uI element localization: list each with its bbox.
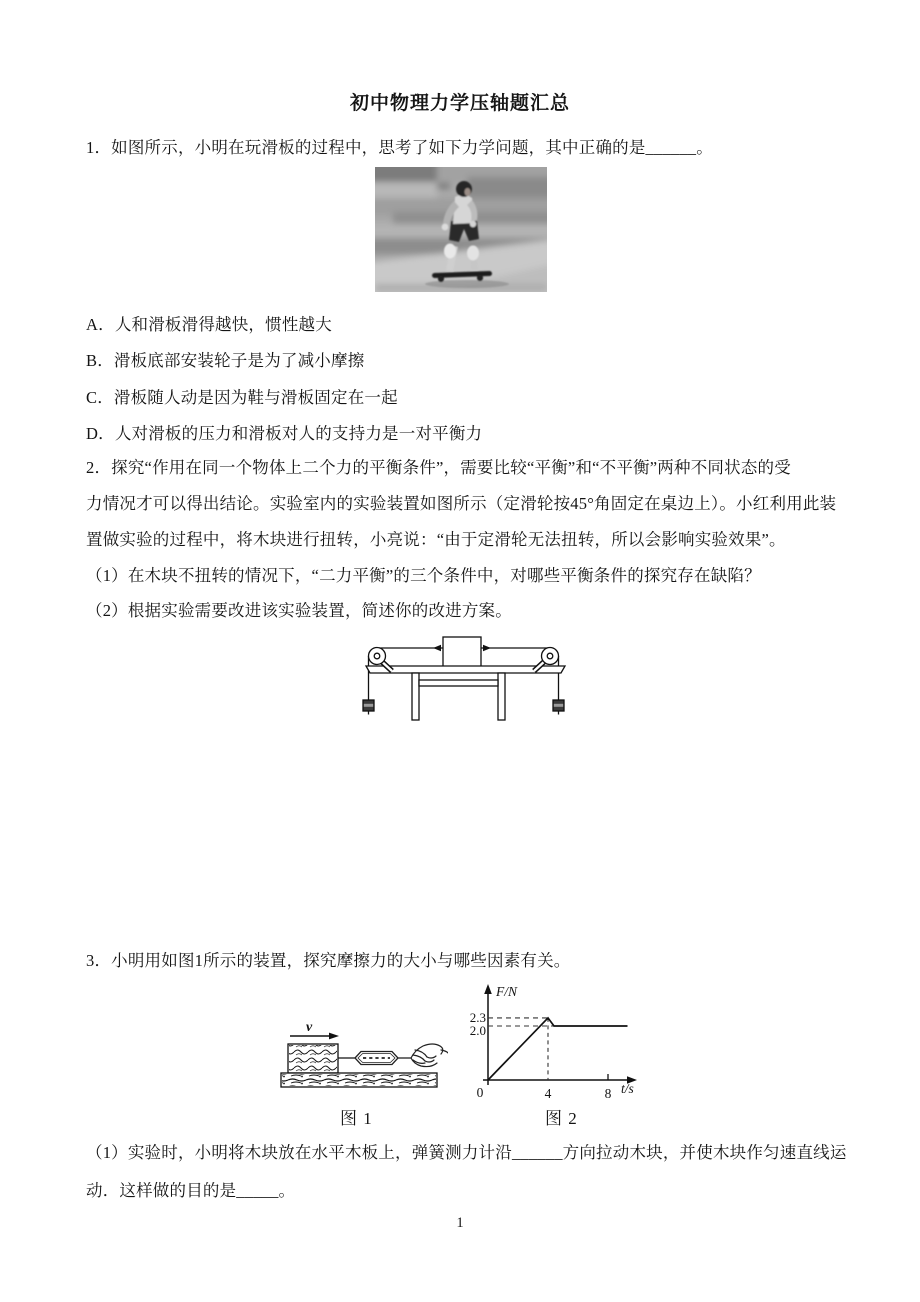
q3-stem: 3．小明用如图1所示的装置，探究摩擦力的大小与哪些因素有关。 <box>86 951 571 970</box>
fig1-caption: 图 1 <box>340 1109 373 1128</box>
q2-line-1: 2．探究“作用在同一个物体上二个力的平衡条件”，需要比较“平衡”和“不平衡”两种不同状态的受 <box>86 458 791 477</box>
fig2-x-tick-0: 0 <box>476 1085 484 1100</box>
q3-fig2-chart <box>462 980 648 1104</box>
fig2-y-axis-label: F/N <box>496 984 518 999</box>
q2-sub-question-1: （1）在木块不扭转的情况下，“二力平衡”的三个条件中，对哪些平衡条件的探究存在缺陷？ <box>86 566 761 585</box>
velocity-arrow <box>290 1033 339 1040</box>
q3-fig1-experiment-figure <box>276 1020 448 1096</box>
fig2-y-value-settle: 2.0 <box>469 1023 486 1038</box>
q2-sub-question-2: （2）根据实验需要改进该实验装置，简述你的改进方案。 <box>86 601 512 620</box>
page-title: 初中物理力学压轴题汇总 <box>349 93 570 114</box>
wood-board <box>282 1074 436 1086</box>
fig2-y-value-peak: 2.3 <box>469 1010 486 1025</box>
fig2-x-tick-8: 8 <box>604 1086 612 1101</box>
fig2-caption: 图 2 <box>545 1109 578 1128</box>
q1-option-d: D．人对滑板的压力和滑板对人的支持力是一对平衡力 <box>86 424 483 443</box>
fig2-x-tick-4: 4 <box>544 1086 552 1101</box>
skateboard-photo <box>375 167 547 292</box>
q3-sub1-line-2: 动．这样做的目的是_____。 <box>86 1181 296 1200</box>
q2-line-2: 力情况才可以得出结论。实验室内的实验装置如图所示（定滑轮按45°角固定在桌边上）。小红利用此装 <box>86 494 837 513</box>
spring-scale <box>355 1052 398 1065</box>
velocity-label: v <box>306 1020 313 1035</box>
wood-block <box>289 1045 337 1072</box>
wood-block <box>443 637 481 667</box>
q1-option-c: C．滑板随人动是因为鞋与滑板固定在一起 <box>86 388 398 407</box>
q2-line-3: 置做实验的过程中，将木块进行扭转，小亮说：“由于定滑轮无法扭转，所以会影响实验效果”。 <box>86 530 786 549</box>
skateboard-photo-image <box>375 167 547 292</box>
q1-option-a: A．人和滑板滑得越快，惯性越大 <box>86 315 332 334</box>
q2-apparatus-figure <box>338 622 600 726</box>
q3-sub1-line-1: （1）实验时，小明将木块放在水平木板上，弹簧测力计沿______方向拉动木块，并使木块作匀速直线运 <box>86 1143 847 1162</box>
y-axis-arrow <box>484 984 492 994</box>
page-number: 1 <box>456 1215 464 1231</box>
hand-icon <box>411 1044 448 1067</box>
fig2-x-axis-label: t/s <box>621 1081 634 1096</box>
q1-option-b: B．滑板底部安装轮子是为了减小摩擦 <box>86 351 365 370</box>
q1-stem: 1．如图所示，小明在玩滑板的过程中，思考了如下力学问题，其中正确的是______。 <box>86 138 713 157</box>
fig2-data-line <box>488 1018 628 1080</box>
